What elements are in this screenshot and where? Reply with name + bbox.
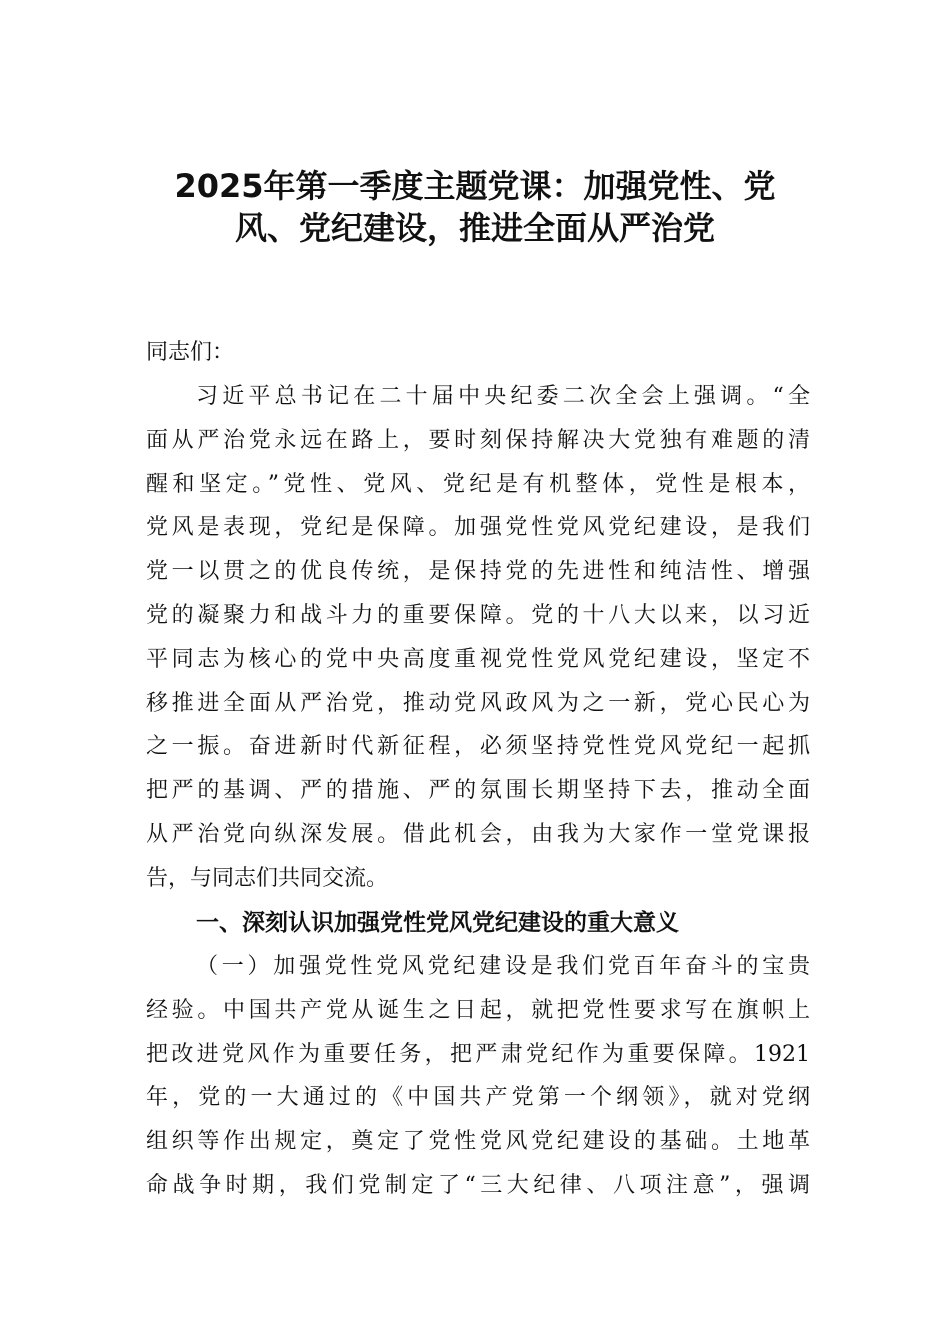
paragraph-1-line: 把严的基调、严的措施、严的氛围长期坚持下去，推动全面 — [146, 778, 810, 803]
paragraph-2-line: （一）加强党性党风党纪建设是我们党百年奋斗的宝贵 — [196, 954, 810, 979]
paragraph-1-line: 之一振。奋进新时代新征程，必须坚持党性党风党纪一起抓 — [146, 734, 810, 759]
paragraph-1-line: 移推进全面从严治党，推动党风政风为之一新，党心民心为 — [146, 691, 810, 716]
paragraph-2-line: 年，党的一大通过的《中国共产党第一个纲领》，就对党纲 — [146, 1085, 810, 1110]
paragraph-2-line: 命战争时期，我们党制定了“三大纪律、八项注意”，强调 — [146, 1173, 810, 1198]
paragraph-1-line: 从严治党向纵深发展。借此机会，由我为大家作一堂党课报 — [146, 822, 810, 847]
document-title-line-1: 2025年第一季度主题党课：加强党性、党 — [174, 167, 776, 205]
section-heading: 一、深刻认识加强党性党风党纪建设的重大意义 — [196, 910, 679, 936]
paragraph-1-line: 醒和坚定。”党性、党风、党纪是有机整体，党性是根本， — [146, 472, 810, 497]
paragraph-1-line: 面从严治党永远在路上，要时刻保持解决大党独有难题的清 — [146, 428, 810, 453]
paragraph-1-line: 告，与同志们共同交流。 — [146, 866, 389, 891]
paragraph-2-line: 经验。中国共产党从诞生之日起，就把党性要求写在旗帜上 — [146, 998, 810, 1023]
salutation: 同志们： — [146, 340, 235, 365]
paragraph-1-line: 平同志为核心的党中央高度重视党性党风党纪建设，坚定不 — [146, 647, 810, 672]
paragraph-1-line: 党一以贯之的优良传统，是保持党的先进性和纯洁性、增强 — [146, 559, 810, 584]
paragraph-1-line: 习近平总书记在二十届中央纪委二次全会上强调。“全 — [196, 384, 810, 409]
paragraph-1-line: 党的凝聚力和战斗力的重要保障。党的十八大以来，以习近 — [146, 603, 810, 628]
paragraph-2-line: 组织等作出规定，奠定了党性党风党纪建设的基础。土地革 — [146, 1129, 810, 1154]
document-title-line-2: 风、党纪建设，推进全面从严治党 — [234, 209, 715, 247]
paragraph-2-line: 把改进党风作为重要任务，把严肃党纪作为重要保障。1921 — [146, 1042, 810, 1067]
paragraph-1-line: 党风是表现，党纪是保障。加强党性党风党纪建设，是我们 — [146, 515, 810, 540]
